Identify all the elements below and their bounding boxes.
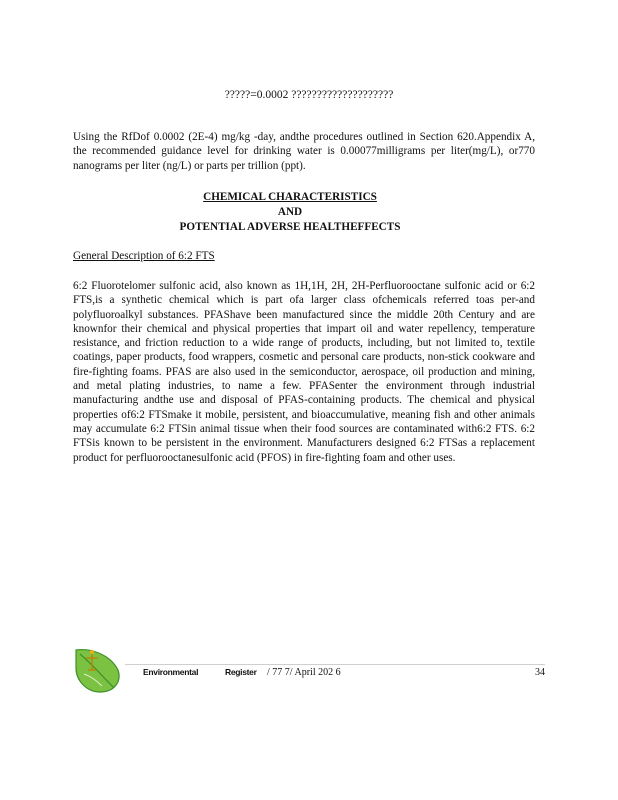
environmental-register-logo-icon [70,640,126,696]
description-paragraph: 6:2 Fluorotelomer sulfonic acid, also known as 1H,1H, 2H, 2H-Perfluorooctane sulfonic acid or 6:2 FTS,is a synthetic chemical which is part ofa larger class ofchemicals referred toas per-and polyfluoroalkyl substances. PFAShave been manufactured since the middle 20th Century and are knownfor their chemical and physical properties that impart oil and water repellency, temperature resistance, and friction reduction to a wide range of products, including, but not limited to, textile coatings, paper products, food wrappers, cosmetic and personal care products, non-stick cookware and fire-fighting foams. PFAS are also used in the semiconductor, aerospace, oil production and mining, and metal plating industries, to name a few. PFASenter the environment through industrial manufacturing andthe use and disposal of PFAS-containing products. The chemical and physical properties of6:2 FTSmake it mobile, persistent, and bioaccumulative, meaning fish and other animals may accumulate 6:2 FTSin animal tissue when their food sources are contaminated with6:2 FTS. 6:2 FTSis known to be persistent in the environment. Manufacturers designed 6:2 FTSas a replacement product for perfluorooctanesulfonic acid (PFOS) in fire-fighting foam and other uses. [73,280,535,464]
page-footer [143,667,545,683]
subsection-heading: General Description of 6:2 FTS [73,250,215,262]
heading-line-2: AND [277,206,303,218]
footer-divider [125,664,545,665]
heading-line-3: POTENTIAL ADVERSE HEALTHEFFECTS [179,221,401,233]
heading-line-1: CHEMICAL CHARACTERISTICS [203,191,377,203]
page-number: 34 [535,667,545,678]
footer-publication-name: Environmental [143,667,199,677]
footer-issue-date: / 77 7/ April 202 6 [267,667,341,678]
guidance-level-equation: ?????=0.0002 ???????????????????? [224,89,394,101]
footer-publication-register: Register [225,667,257,677]
section-heading [73,190,507,235]
guidance-level-paragraph: Using the RfDof 0.0002 (2E-4) mg/kg -day, andthe procedures outlined in Section 620.Appendix A, the recommended guidance level for drinking water is 0.00077milligrams per liter(mg/L), or770 nanograms per liter (ng/L) or parts per trillion (ppt). [73,131,535,172]
